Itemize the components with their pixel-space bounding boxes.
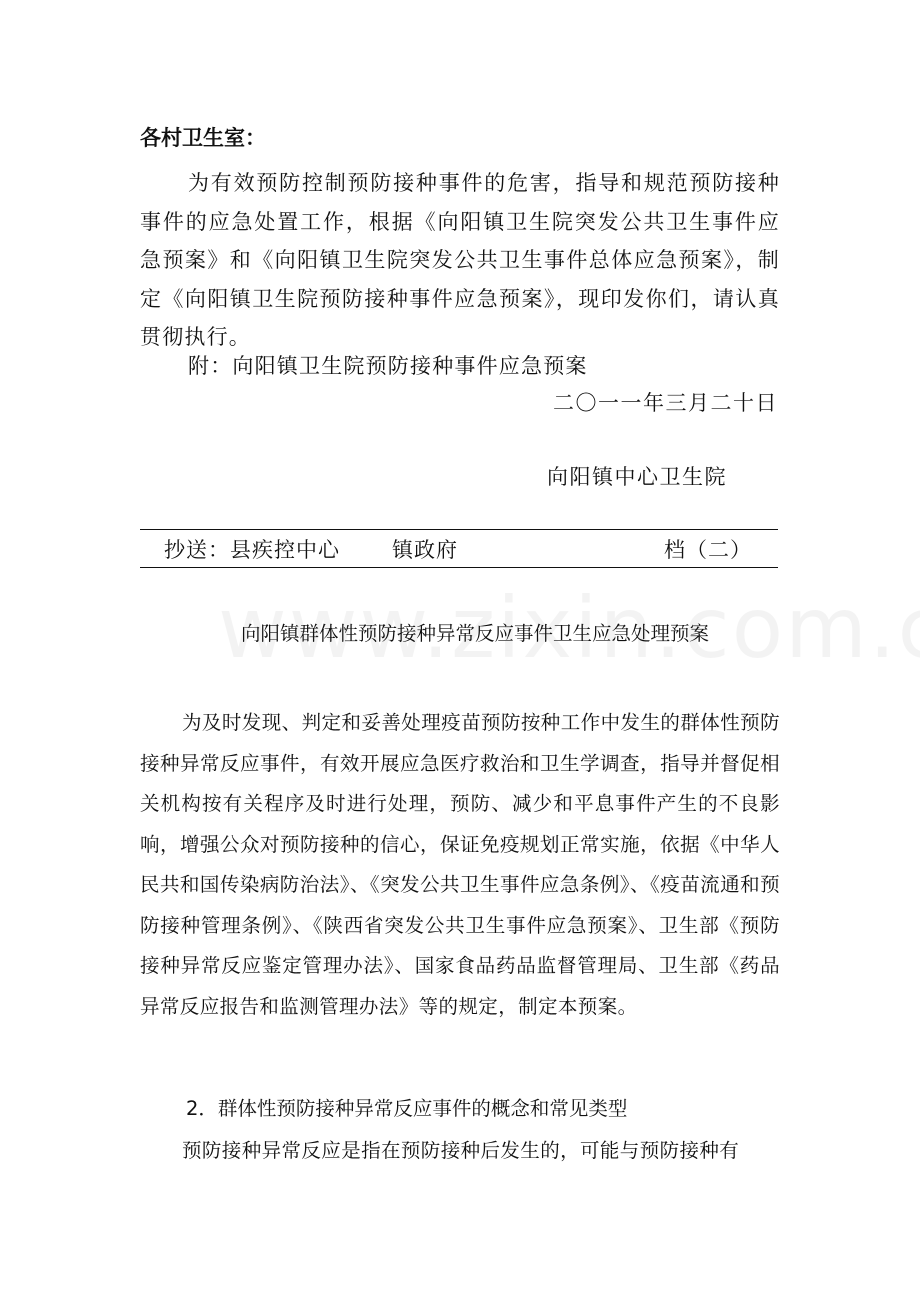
- section-paragraph: 预防接种异常反应是指在预防接种后发生的，可能与预防接种有: [182, 1139, 740, 1162]
- plan-intro-paragraph: 为及时发现、判定和妥善处理疫苗预防按种工作中发生的群体性预防接种异常反应事件，有效开展应急医疗救治和卫生学调查，指导并督促相关机构按有关程序及时进行处理，预防、减少和平息事件产生的不良影响，增强公众对预防接种的信心，保证免疫规划正常实施，依据《中华人民共和国传染病防治法》、《突发公共卫生事件应急条例》、《疫苗流通和预防接种管理条例》、《陕西省突发公共卫生事件应急预案》、卫生部《预防接种异常反应鉴定管理办法》、国家食品药品监督管理局、卫生部《药品异常反应报告和监测管理办法》等的规定，制定本预案。: [140, 711, 780, 1018]
- cc-divider-top: [140, 529, 778, 530]
- section-heading: 2．群体性预防接种异常反应事件的概念和常见类型: [186, 1097, 628, 1120]
- cc-label: 抄送：县疾控中心: [164, 538, 340, 562]
- plan-title: 向阳镇群体性预防接种异常反应事件卫生应急处理预案: [240, 622, 709, 645]
- cc-archive-mark: 档（二）: [664, 538, 752, 562]
- notice-date: 二〇一一年三月二十日: [553, 391, 778, 415]
- notice-body: 为有效预防控制预防接种事件的危害，指导和规范预防接种事件的应急处置工作，根据《向阳镇卫生院突发公共卫生事件应急预案》和《向阳镇卫生院突发公共卫生事件总体应急预案》，制定《向阳镇卫生院预防接种事件应急预案》，现印发你们，请认真贯彻执行。: [140, 171, 780, 349]
- notice-attachment: 附：向阳镇卫生院预防接种事件应急预案: [188, 354, 588, 378]
- cc-divider-bottom: [140, 567, 778, 568]
- notice-issuer: 向阳镇中心卫生院: [547, 465, 727, 489]
- cc-row: [140, 532, 778, 568]
- notice-salutation: 各村卫生室：: [140, 125, 266, 150]
- cc-recipient: 镇政府: [392, 538, 458, 562]
